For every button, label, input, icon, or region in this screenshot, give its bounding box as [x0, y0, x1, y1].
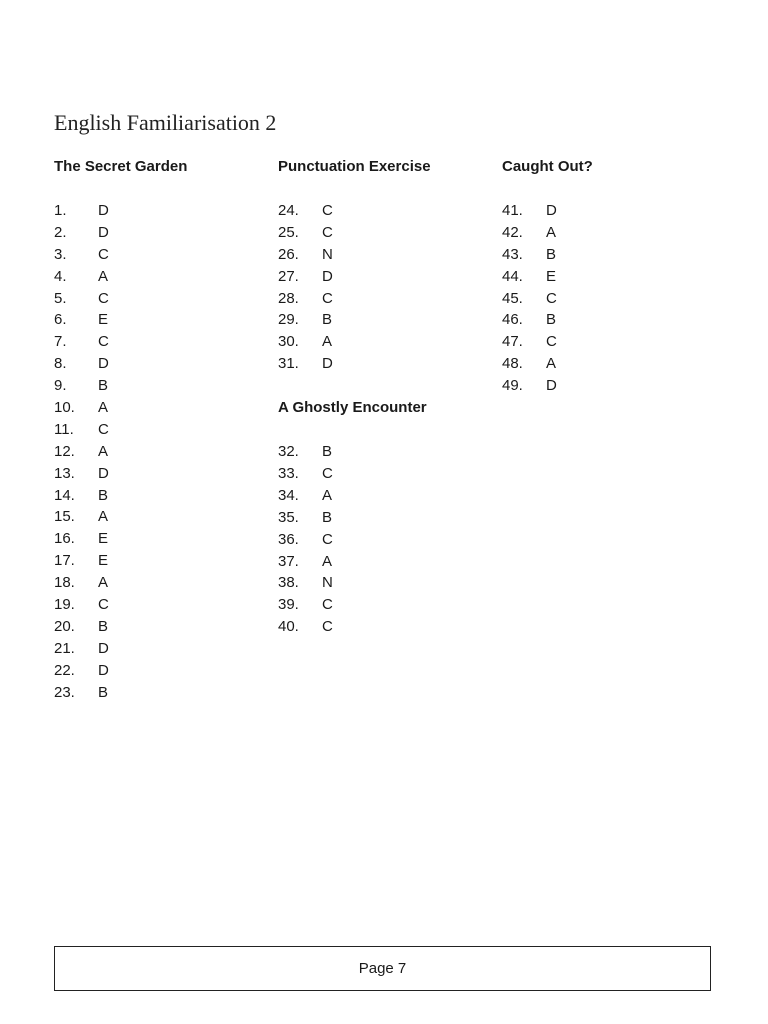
answer-row: [278, 288, 478, 310]
answer-row: [502, 375, 702, 397]
answer-row: [278, 266, 478, 288]
answer-row: [278, 616, 478, 638]
answer-row: [502, 288, 702, 310]
question-number: 37.: [278, 552, 299, 570]
question-number: 49.: [502, 377, 523, 395]
answer-row: [54, 463, 254, 485]
answer-letter: B: [98, 617, 109, 635]
answer-letter: B: [98, 486, 109, 504]
answer-letter: E: [98, 530, 109, 548]
answer-letter: B: [546, 245, 557, 263]
answer-row: [54, 200, 254, 222]
question-number: 22.: [54, 661, 75, 679]
question-number: 45.: [502, 289, 523, 307]
answer-row: [278, 551, 478, 573]
answer-letter: E: [98, 552, 109, 570]
question-number: 2.: [54, 223, 67, 241]
answer-letter: N: [322, 574, 333, 592]
question-number: 47.: [502, 333, 523, 351]
answer-row: [278, 441, 478, 463]
question-number: 9.: [54, 377, 67, 395]
answer-row: [54, 638, 254, 660]
answer-row: [54, 266, 254, 288]
question-number: 5.: [54, 289, 67, 307]
question-number: 48.: [502, 355, 523, 373]
question-number: 4.: [54, 267, 67, 285]
answer-letter: D: [98, 661, 109, 679]
answer-row: [278, 485, 478, 507]
answer-row: [502, 244, 702, 266]
question-number: 25.: [278, 223, 299, 241]
answer-letter: C: [546, 333, 557, 351]
answer-letter: A: [98, 508, 109, 526]
answer-letter: A: [98, 399, 109, 417]
answer-row: [54, 616, 254, 638]
answer-row: [502, 222, 702, 244]
question-number: 23.: [54, 683, 75, 701]
answer-column-1: [54, 156, 254, 703]
answer-row: [502, 331, 702, 353]
question-number: 42.: [502, 223, 523, 241]
question-number: 35.: [278, 508, 299, 526]
answer-row: [54, 572, 254, 594]
section-heading: The Secret Garden: [54, 158, 188, 175]
answer-list: [278, 200, 478, 375]
answer-row: [278, 331, 478, 353]
question-number: 11.: [54, 420, 74, 438]
answer-letter: A: [322, 552, 333, 570]
answer-row: [54, 682, 254, 704]
answer-letter: B: [322, 311, 333, 329]
answer-letter: B: [322, 443, 333, 461]
question-number: 32.: [278, 443, 299, 461]
question-number: 3.: [54, 245, 67, 263]
answer-row: [278, 353, 478, 375]
answer-letter: D: [98, 639, 109, 657]
question-number: 39.: [278, 596, 299, 614]
question-number: 40.: [278, 618, 299, 636]
question-number: 38.: [278, 574, 299, 592]
question-number: 1.: [54, 202, 67, 219]
answer-letter: C: [546, 289, 557, 307]
answer-list: [278, 441, 478, 638]
answer-letter: E: [546, 267, 557, 285]
section-heading: Caught Out?: [502, 158, 593, 175]
answer-letter: A: [546, 223, 557, 241]
question-number: 27.: [278, 267, 299, 285]
question-number: 29.: [278, 311, 299, 329]
question-number: 20.: [54, 617, 75, 635]
answer-row: [278, 309, 478, 331]
answer-row: [54, 222, 254, 244]
answer-list: [54, 200, 254, 703]
page-title: English Familiarisation 2: [54, 110, 277, 135]
answer-letter: D: [98, 202, 109, 219]
question-number: 24.: [278, 202, 299, 219]
answer-row: [54, 288, 254, 310]
answer-row: [502, 266, 702, 288]
question-number: 7.: [54, 333, 67, 351]
answer-row: [54, 528, 254, 550]
answer-row: [502, 309, 702, 331]
question-number: 28.: [278, 289, 299, 307]
question-number: 43.: [502, 245, 523, 263]
question-number: 16.: [54, 530, 75, 548]
answer-letter: C: [98, 420, 109, 438]
answer-letter: C: [322, 465, 333, 483]
answer-letter: C: [322, 223, 333, 241]
answer-row: [54, 419, 254, 441]
question-number: 46.: [502, 311, 523, 329]
answer-letter: C: [322, 596, 333, 614]
question-number: 31.: [278, 355, 299, 373]
question-number: 13.: [54, 464, 75, 482]
answer-row: [278, 222, 478, 244]
answer-letter: C: [322, 530, 333, 548]
answer-letter: A: [546, 355, 557, 373]
question-number: 21.: [54, 639, 75, 657]
answer-row: [54, 375, 254, 397]
answer-row: [278, 507, 478, 529]
answer-letter: A: [98, 442, 109, 460]
answer-row: [54, 550, 254, 572]
answer-row: [278, 529, 478, 551]
answer-row: [54, 331, 254, 353]
answer-row: [54, 309, 254, 331]
answer-letter: B: [322, 508, 333, 526]
answer-row: [278, 594, 478, 616]
answer-list: [502, 200, 702, 397]
answer-letter: B: [98, 683, 109, 701]
section-heading: Punctuation Exercise: [278, 158, 431, 175]
answer-row: [278, 244, 478, 266]
answer-letter: C: [322, 289, 333, 307]
answer-letter: C: [98, 289, 109, 307]
answer-letter: A: [322, 333, 333, 351]
answer-letter: B: [98, 377, 109, 395]
answer-row: [54, 506, 254, 528]
question-number: 10.: [54, 399, 75, 417]
answer-letter: C: [322, 202, 333, 219]
answer-column-3: [502, 156, 702, 397]
answer-letter: D: [322, 267, 333, 285]
question-number: 12.: [54, 442, 75, 460]
question-number: 34.: [278, 486, 299, 504]
answer-letter: D: [98, 464, 109, 482]
answer-row: [54, 441, 254, 463]
answer-row: [54, 397, 254, 419]
answer-letter: D: [546, 202, 557, 219]
answer-row: [278, 200, 478, 222]
answer-row: [54, 594, 254, 616]
question-number: 17.: [54, 552, 75, 570]
question-number: 8.: [54, 355, 67, 373]
question-number: 33.: [278, 465, 299, 483]
answer-row: [278, 463, 478, 485]
answer-letter: A: [322, 486, 333, 504]
answer-row: [502, 353, 702, 375]
answer-letter: A: [98, 574, 109, 592]
answer-row: [54, 485, 254, 507]
question-number: 41.: [502, 202, 523, 219]
question-number: 36.: [278, 530, 299, 548]
answer-row: [502, 200, 702, 222]
answer-letter: E: [98, 311, 109, 329]
answer-letter: B: [546, 311, 557, 329]
question-number: 26.: [278, 245, 299, 263]
question-number: 19.: [54, 596, 75, 614]
answer-letter: A: [98, 267, 109, 285]
answer-letter: D: [98, 223, 109, 241]
question-number: 14.: [54, 486, 75, 504]
answer-row: [54, 353, 254, 375]
page-number: Page 7: [358, 960, 407, 977]
page-footer: [54, 946, 711, 991]
answer-letter: C: [98, 333, 109, 351]
question-number: 15.: [54, 508, 75, 526]
answer-letter: D: [546, 377, 557, 395]
answer-letter: C: [98, 245, 109, 263]
answer-column-2: [278, 156, 478, 638]
answer-row: [54, 660, 254, 682]
answer-letter: C: [98, 596, 109, 614]
answer-letter: D: [322, 355, 333, 373]
answer-row: [54, 244, 254, 266]
question-number: 30.: [278, 333, 299, 351]
question-number: 44.: [502, 267, 523, 285]
answer-letter: C: [322, 618, 333, 636]
question-number: 18.: [54, 574, 75, 592]
answer-letter: N: [322, 245, 333, 263]
answer-letter: D: [98, 355, 109, 373]
section-heading: A Ghostly Encounter: [278, 399, 427, 417]
answer-row: [278, 572, 478, 594]
question-number: 6.: [54, 311, 67, 329]
